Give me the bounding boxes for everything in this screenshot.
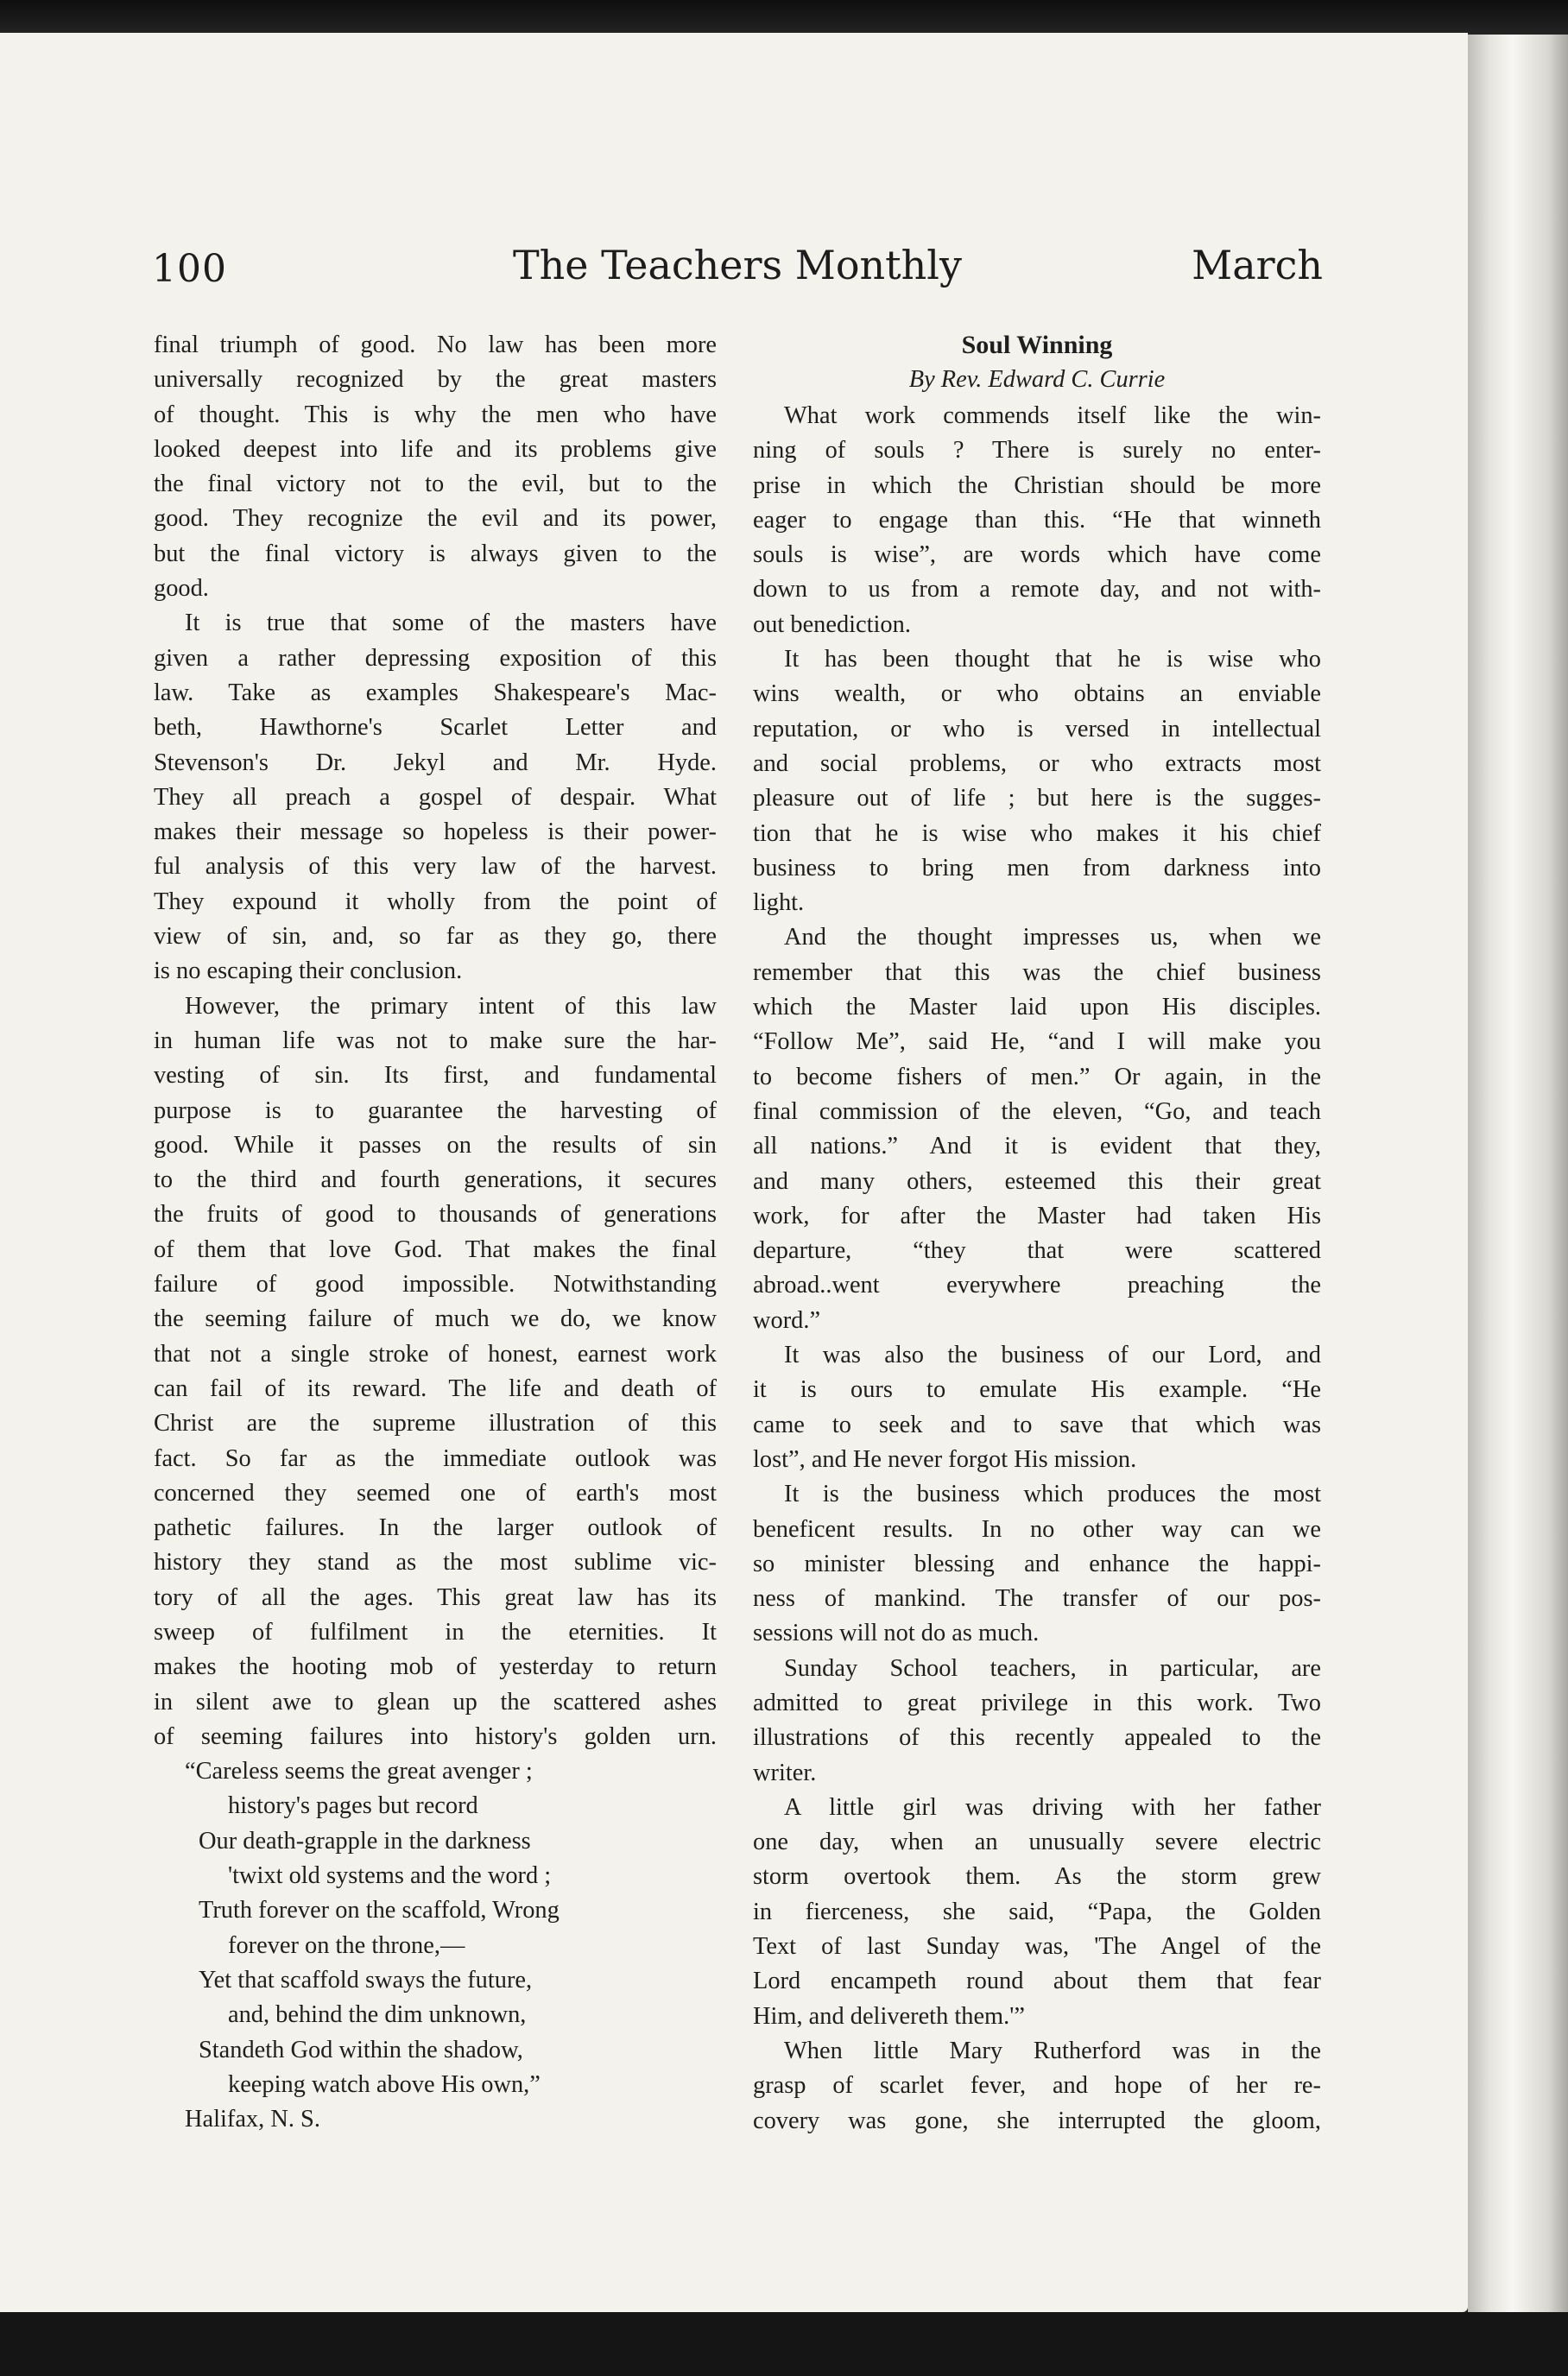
- poem-line: history's pages but record: [228, 1792, 478, 1820]
- text-line: Lord encampeth round about them that fear: [753, 1968, 1321, 1995]
- text-line: beneficent results. In no other way can we: [753, 1515, 1321, 1543]
- article-title: Soul Winning: [961, 331, 1113, 359]
- text-line: law. Take as examples Shakespeare's Mac-: [154, 679, 717, 706]
- text-line: good. They recognize the evil and its power,: [154, 505, 717, 533]
- text-line: Sunday School teachers, in particular, are: [784, 1654, 1321, 1682]
- text-line: What work commends itself like the win-: [784, 402, 1321, 429]
- text-line: which the Master laid upon His disciples.: [753, 994, 1321, 1021]
- article-signoff: Halifax, N. S.: [185, 2106, 320, 2133]
- text-line: They expound it wholly from the point of: [154, 888, 717, 915]
- text-line: to become fishers of men.” Or again, in the: [753, 1063, 1321, 1090]
- text-line: reputation, or who is versed in intellectual: [753, 715, 1321, 742]
- text-line: history they stand as the most sublime vic-: [154, 1549, 717, 1577]
- text-line: They all preach a gospel of despair. What: [154, 783, 717, 811]
- text-line: wins wealth, or who obtains an enviable: [753, 680, 1321, 708]
- text-line: of seeming failures into history's golden urn.: [154, 1722, 717, 1750]
- text-line: but the final victory is always given to the: [154, 540, 717, 567]
- poem-line: and, behind the dim unknown,: [228, 2001, 527, 2029]
- text-line: final triumph of good. No law has been more: [154, 332, 717, 358]
- text-line: universally recognized by the great masters: [154, 366, 717, 394]
- text-line: is no escaping their conclusion.: [154, 957, 463, 985]
- text-line: can fail of its reward. The life and death of: [154, 1374, 717, 1402]
- text-line: It is true that some of the masters have: [185, 610, 717, 637]
- text-line: writer.: [753, 1759, 817, 1786]
- text-line: all nations.” And it is evident that they,: [753, 1133, 1321, 1160]
- text-line: good.: [154, 575, 209, 603]
- text-line: final commission of the eleven, “Go, and teach: [753, 1097, 1321, 1125]
- text-line: in fierceness, she said, “Papa, the Golden: [753, 1898, 1321, 1925]
- text-line: in human life was not to make sure the har-: [154, 1027, 717, 1054]
- text-line: When little Mary Rutherford was in the: [784, 2037, 1321, 2064]
- text-line: and many others, esteemed this their great: [753, 1167, 1321, 1195]
- text-line: given a rather depressing exposition of this: [154, 644, 717, 672]
- text-line: came to seek and to save that which was: [753, 1411, 1321, 1438]
- text-line: down to us from a remote day, and not with-: [753, 576, 1321, 603]
- text-line: beth, Hawthorne's Scarlet Letter and: [154, 714, 717, 742]
- text-line: Christ are the supreme illustration of this: [154, 1410, 717, 1438]
- scan-bottom-edge: [0, 2312, 1568, 2376]
- text-line: It has been thought that he is wise who: [784, 646, 1321, 673]
- text-line: sessions will not do as much.: [753, 1620, 1040, 1647]
- text-line: looked deepest into life and its problems give: [154, 435, 717, 463]
- journal-title: The Teachers Monthly: [513, 242, 962, 288]
- text-line: pleasure out of life ; but here is the sugges-: [753, 785, 1321, 812]
- poem-line: Our death-grapple in the darkness: [199, 1827, 531, 1855]
- text-line: vesting of sin. Its first, and fundamental: [154, 1062, 717, 1090]
- text-line: word.”: [753, 1306, 821, 1334]
- text-line: the fruits of good to thousands of generations: [154, 1201, 717, 1229]
- text-line: tion that he is wise who makes it his chief: [753, 819, 1321, 847]
- text-line: in silent awe to glean up the scattered ashes: [154, 1688, 717, 1716]
- text-line: eager to engage than this. “He that winneth: [753, 506, 1321, 534]
- page-number: 100: [152, 247, 227, 291]
- poem-quotation: [154, 1754, 717, 2102]
- text-line: of them that love God. That makes the final: [154, 1235, 717, 1263]
- poem-line: Standeth God within the shadow,: [199, 2036, 523, 2063]
- text-line: departure, “they that were scattered: [753, 1237, 1321, 1265]
- text-line: illustrations of this recently appealed to the: [753, 1724, 1321, 1752]
- text-line: to the third and fourth generations, it secures: [154, 1166, 717, 1194]
- text-line: one day, when an unusually severe electric: [753, 1829, 1321, 1856]
- text-line: good. While it passes on the results of sin: [154, 1131, 717, 1159]
- text-line: Text of last Sunday was, 'The Angel of the: [753, 1933, 1321, 1961]
- text-line: view of sin, and, so far as they go, there: [154, 923, 717, 951]
- poem-line: Yet that scaffold sways the future,: [199, 1966, 533, 1994]
- text-line: light.: [753, 889, 805, 917]
- text-line: pathetic failures. In the larger outlook of: [154, 1514, 717, 1542]
- text-line: sweep of fulfilment in the eternities. It: [154, 1618, 717, 1646]
- text-line: A little girl was driving with her father: [784, 1793, 1321, 1821]
- text-line: ning of souls ? There is surely no enter-: [753, 437, 1321, 464]
- text-line: However, the primary intent of this law: [185, 992, 717, 1020]
- poem-line: keeping watch above His own,”: [228, 2070, 541, 2098]
- text-line: tory of all the ages. This great law has its: [154, 1583, 717, 1611]
- text-line: it is ours to emulate His example. “He: [753, 1376, 1321, 1404]
- issue-month: March: [1192, 242, 1323, 288]
- text-line: prise in which the Christian should be more: [753, 471, 1321, 499]
- text-line: the seeming failure of much we do, we know: [154, 1305, 717, 1333]
- text-line: It is the business which produces the most: [784, 1481, 1321, 1508]
- poem-line: Truth forever on the scaffold, Wrong: [199, 1897, 560, 1924]
- text-line: storm overtook them. As the storm grew: [753, 1863, 1321, 1891]
- text-line: And the thought impresses us, when we: [784, 924, 1321, 951]
- text-line: so minister blessing and enhance the happi-: [753, 1550, 1321, 1577]
- text-line: fact. So far as the immediate outlook was: [154, 1444, 717, 1472]
- text-line: Him, and delivereth them.'”: [753, 2002, 1025, 2030]
- text-line: and social problems, or who extracts most: [753, 749, 1321, 777]
- poem-line: “Careless seems the great avenger ;: [185, 1758, 533, 1785]
- text-line: work, for after the Master had taken His: [753, 1202, 1321, 1229]
- text-line: ful analysis of this very law of the harvest.: [154, 853, 717, 881]
- text-line: out benediction.: [753, 610, 911, 638]
- text-line: business to bring men from darkness into: [753, 854, 1321, 882]
- text-line: concerned they seemed one of earth's most: [154, 1479, 717, 1507]
- text-line: purpose is to guarantee the harvesting of: [154, 1096, 717, 1124]
- text-line: admitted to great privilege in this work. Two: [753, 1689, 1321, 1716]
- text-line: makes their message so hopeless is their power-: [154, 818, 717, 846]
- text-line: “Follow Me”, said He, “and I will make you: [753, 1028, 1321, 1056]
- left-column: [154, 328, 717, 2137]
- right-column: [753, 328, 1321, 2139]
- page-gutter-fold: [1468, 35, 1568, 2314]
- text-line: Stevenson's Dr. Jekyl and Mr. Hyde.: [154, 749, 717, 776]
- article-byline: By Rev. Edward C. Currie: [908, 366, 1166, 393]
- text-line: failure of good impossible. Notwithstanding: [154, 1271, 717, 1299]
- text-line: lost”, and He never forgot His mission.: [753, 1445, 1137, 1473]
- text-line: covery was gone, she interrupted the gloom,: [753, 2107, 1321, 2134]
- text-line: the final victory not to the evil, but to the: [154, 471, 717, 498]
- text-line: ness of mankind. The transfer of our pos-: [753, 1585, 1321, 1613]
- text-line: It was also the business of our Lord, and: [784, 1342, 1321, 1369]
- text-line: abroad..went everywhere preaching the: [753, 1272, 1321, 1299]
- text-line: remember that this was the chief business: [753, 958, 1321, 986]
- running-head: [152, 242, 1323, 302]
- text-line: grasp of scarlet fever, and hope of her re-: [753, 2072, 1321, 2100]
- text-line: that not a single stroke of honest, earnest work: [154, 1340, 717, 1368]
- poem-line: forever on the throne,—: [228, 1931, 465, 1959]
- text-line: of thought. This is why the men who have: [154, 401, 717, 428]
- text-line: makes the hooting mob of yesterday to return: [154, 1653, 717, 1681]
- text-line: souls is wise”, are words which have come: [753, 541, 1321, 569]
- poem-line: 'twixt old systems and the word ;: [228, 1862, 552, 1890]
